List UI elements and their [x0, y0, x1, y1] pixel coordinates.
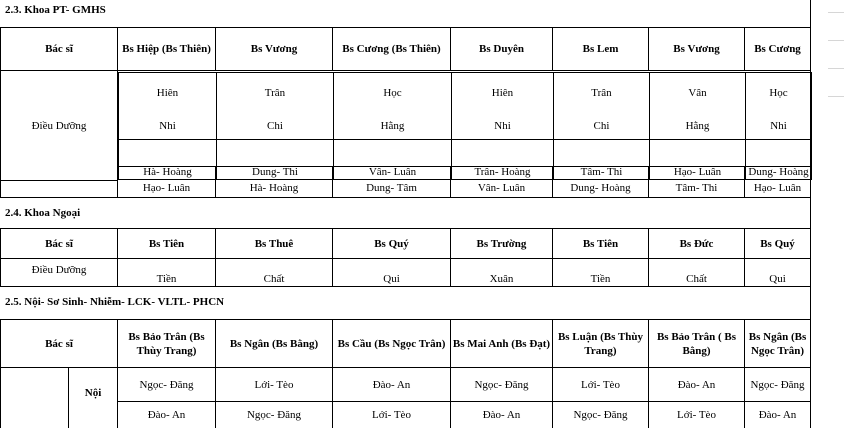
header-cell: Bs Cương [745, 28, 811, 71]
table-cell: Dung- Thi [217, 139, 334, 179]
table-cell: Trân [217, 72, 334, 112]
table-row [1, 259, 811, 287]
table-cell: Chi [217, 112, 334, 139]
header-cell: Bs Bảo Trân (Bs Thùy Trang) [118, 320, 216, 368]
table-cell: Dung- Tâm [333, 167, 451, 198]
table-cell: Nhi [119, 112, 217, 139]
table-cell: Dung- Hoàng [746, 139, 812, 179]
table-cell: Tâm- Thi [649, 167, 745, 198]
header-cell: Bs Luận (Bs Thùy Trang) [553, 320, 649, 368]
section-title-text: 2.5. Nội- Sơ Sinh- Nhiễm- LCK- VLTL- PHCN [5, 296, 225, 308]
table-cell: Ngọc- Đăng [745, 368, 811, 402]
section-title-text: 2.4. Khoa Ngoại [5, 207, 81, 219]
table-cell: Chất [649, 259, 745, 287]
table-cell: Hạo- Luân [650, 139, 746, 179]
header-cell: Bs Trường [451, 229, 553, 259]
header-cell: Bs Lem [553, 28, 649, 71]
table-cell: Đào- An [649, 368, 745, 402]
table-cell: Vân- Luân [334, 139, 452, 179]
table-cell: Tiền [553, 259, 649, 287]
header-cell: Bác sĩ [1, 229, 118, 259]
header-cell: Bs Duyên [451, 28, 553, 71]
header-cell: Bác sĩ [1, 320, 118, 368]
table-cell: Hạo- Luân [745, 167, 811, 198]
section-2-4-title [0, 201, 810, 228]
header-cell: Bs Hiệp (Bs Thiên) [118, 28, 216, 71]
table-cell: Lới- Tèo [216, 368, 333, 402]
table-row [119, 72, 812, 112]
table-cell: Lới- Tèo [553, 368, 649, 402]
table-khoa-ngoai [0, 228, 811, 287]
table-cell: Đào- An [451, 402, 553, 428]
table-pt-gmhs-last-row [0, 166, 811, 198]
adjacent-sheet-gridlines [828, 0, 844, 424]
table-cell: Hiên [119, 72, 217, 112]
table-row [119, 112, 812, 139]
table-cell: Trân [554, 72, 650, 112]
header-cell: Bs Mai Anh (Bs Đạt) [451, 320, 553, 368]
table-cell: Đào- An [745, 402, 811, 428]
section-2-3-title [0, 0, 810, 27]
nurse-grid-wrap [118, 71, 811, 181]
table-cell: Lới- Tèo [333, 402, 451, 428]
header-cell: Bs Ngân (Bs Ngọc Trân) [745, 320, 811, 368]
table-cell: Tiền [118, 259, 216, 287]
table-cell: Chi [554, 112, 650, 139]
header-row [1, 229, 811, 259]
header-cell: Bs Tiên [118, 229, 216, 259]
table-cell: Nhi [746, 112, 812, 139]
header-cell: Bs Ngân (Bs Bằng) [216, 320, 333, 368]
table-cell: Dung- Hoàng [553, 167, 649, 198]
row-label-noi: Nội [69, 368, 118, 428]
table-cell: Qui [333, 259, 451, 287]
table-cell: Hằng [334, 112, 452, 139]
table-cell: Hằng [650, 112, 746, 139]
header-cell: Bs Cương (Bs Thiên) [333, 28, 451, 71]
table-cell: Qui [745, 259, 811, 287]
header-cell: Bs Quý [333, 229, 451, 259]
table-pt-gmhs [0, 27, 811, 181]
table-cell: Lới- Tèo [649, 402, 745, 428]
header-cell: Bs Thuê [216, 229, 333, 259]
table-cell: Hiên [452, 72, 554, 112]
table-cell: Ngọc- Đăng [118, 368, 216, 402]
table-cell: Chất [216, 259, 333, 287]
table-cell: Hà- Hoàng [119, 139, 217, 179]
row-label-continuation [1, 167, 118, 198]
table-cell: Ngọc- Đăng [451, 368, 553, 402]
group-label-empty [1, 368, 69, 428]
row-label: Điều Dưỡng [1, 71, 118, 181]
table-cell: Ngọc- Đăng [553, 402, 649, 428]
table-cell: Hạo- Luân [118, 167, 216, 198]
header-cell: Bs Bảo Trân ( Bs Bằng) [649, 320, 745, 368]
nurse-grid [118, 72, 812, 180]
section-title-text: 2.3. Khoa PT- GMHS [5, 4, 106, 16]
table-cell: Xuân [451, 259, 553, 287]
table-cell: Tâm- Thi [554, 139, 650, 179]
header-cell: Bác sĩ [1, 28, 118, 71]
table-cell: Nhi [452, 112, 554, 139]
header-row [1, 28, 811, 71]
table-row [1, 368, 811, 402]
section-2-5-title [0, 287, 810, 319]
nurse-block [1, 71, 811, 181]
header-cell: Bs Vương [649, 28, 745, 71]
header-row [1, 320, 811, 368]
row-label: Điều Dưỡng [1, 259, 118, 287]
table-cell: Ngọc- Đăng [216, 402, 333, 428]
table-row [1, 167, 811, 198]
table-cell: Vân- Luân [451, 167, 553, 198]
header-cell: Bs Vương [216, 28, 333, 71]
table-cell: Vân [650, 72, 746, 112]
table-cell: Đào- An [118, 402, 216, 428]
header-cell: Bs Cầu (Bs Ngọc Trân) [333, 320, 451, 368]
header-cell: Bs Tiên [553, 229, 649, 259]
table-cell: Đào- An [333, 368, 451, 402]
header-cell: Bs Quý [745, 229, 811, 259]
table-cell: Trân- Hoàng [452, 139, 554, 179]
table-cell: Học [746, 72, 812, 112]
table-cell: Hà- Hoàng [216, 167, 333, 198]
header-cell: Bs Đức [649, 229, 745, 259]
table-cell: Học [334, 72, 452, 112]
table-noi-so-sinh [0, 319, 811, 428]
